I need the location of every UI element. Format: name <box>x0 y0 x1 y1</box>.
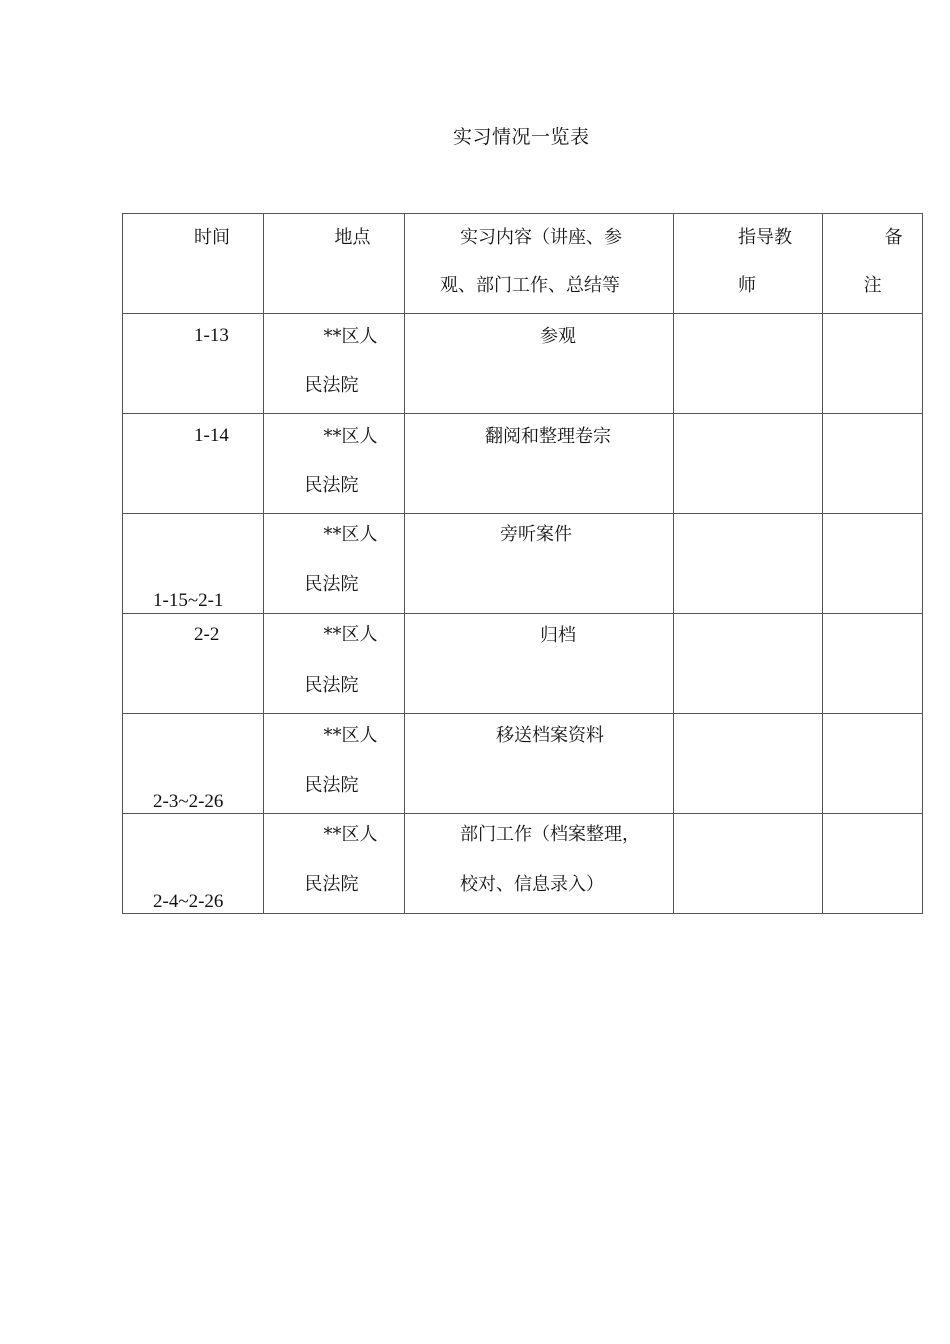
row-content-line1: 移送档案资料 <box>496 725 605 746</box>
row-time: 2-4~2-26 <box>153 891 224 912</box>
row-place-line1: **区人 <box>323 326 378 347</box>
content-cell <box>405 414 674 514</box>
content-cell <box>405 514 674 614</box>
time-cell <box>123 414 264 514</box>
row-content-line1: 归档 <box>540 625 577 646</box>
header-place: 地点 <box>334 227 371 248</box>
teacher-cell <box>674 314 823 414</box>
note-cell <box>822 514 922 614</box>
teacher-cell <box>674 614 823 714</box>
row-time: 2-2 <box>194 624 220 645</box>
table-row <box>123 714 923 814</box>
table-row <box>123 414 923 514</box>
time-cell <box>123 514 264 614</box>
header-teacher-line2: 师 <box>738 275 757 296</box>
note-cell <box>822 714 922 814</box>
content-cell <box>405 314 674 414</box>
teacher-cell <box>674 414 823 514</box>
header-teacher-cell <box>674 214 823 314</box>
header-time: 时间 <box>194 227 230 248</box>
header-content-cell <box>405 214 674 314</box>
place-cell <box>263 414 405 514</box>
time-cell <box>123 714 264 814</box>
content-cell <box>405 614 674 714</box>
place-cell <box>263 614 405 714</box>
row-place-line1: **区人 <box>323 824 378 845</box>
row-content-line1: 参观 <box>540 326 577 347</box>
row-place-line1: **区人 <box>323 624 378 645</box>
place-cell <box>263 514 405 614</box>
header-content-line1: 实习内容（讲座、参 <box>460 227 623 248</box>
place-cell <box>263 314 405 414</box>
row-place-line2: 民法院 <box>304 874 359 895</box>
row-content-line1: 翻阅和整理卷宗 <box>485 426 612 447</box>
header-note-cell <box>822 214 922 314</box>
header-place-cell <box>263 214 405 314</box>
header-note-line2: 注 <box>863 275 882 296</box>
note-cell <box>822 814 922 914</box>
teacher-cell <box>674 814 823 914</box>
row-place-line1: **区人 <box>323 524 378 545</box>
row-content-line2: 校对、信息录入） <box>460 874 605 895</box>
place-cell <box>263 814 405 914</box>
table-row <box>123 814 923 914</box>
teacher-cell <box>674 514 823 614</box>
note-cell <box>822 314 922 414</box>
row-place-line2: 民法院 <box>304 475 359 496</box>
table-row <box>123 314 923 414</box>
row-place-line1: **区人 <box>323 426 378 447</box>
time-cell <box>123 814 264 914</box>
row-place-line1: **区人 <box>323 725 378 746</box>
page-title: 实习情况一览表 <box>453 126 590 148</box>
row-place-line2: 民法院 <box>304 574 359 595</box>
note-cell <box>822 614 922 714</box>
table-row <box>123 614 923 714</box>
row-time: 2-3~2-26 <box>153 791 224 812</box>
table-row <box>123 514 923 614</box>
internship-table <box>122 213 923 914</box>
note-cell <box>822 414 922 514</box>
time-cell <box>123 314 264 414</box>
table-header-row <box>123 214 923 314</box>
row-content-line1: 旁听案件 <box>500 524 573 545</box>
header-time-cell <box>123 214 264 314</box>
header-note-line1: 备 <box>884 227 903 248</box>
header-content-line2: 观、部门工作、总结等 <box>440 275 621 296</box>
row-place-line2: 民法院 <box>304 675 359 696</box>
header-teacher-line1: 指导教 <box>738 227 793 248</box>
content-cell <box>405 814 674 914</box>
row-place-line2: 民法院 <box>304 375 359 396</box>
content-cell <box>405 714 674 814</box>
row-time: 1-14 <box>194 425 229 446</box>
row-time: 1-15~2-1 <box>153 590 224 611</box>
row-time: 1-13 <box>194 325 229 346</box>
time-cell <box>123 614 264 714</box>
teacher-cell <box>674 714 823 814</box>
row-place-line2: 民法院 <box>304 775 359 796</box>
place-cell <box>263 714 405 814</box>
row-content-line1: 部门工作（档案整理， <box>460 824 641 845</box>
